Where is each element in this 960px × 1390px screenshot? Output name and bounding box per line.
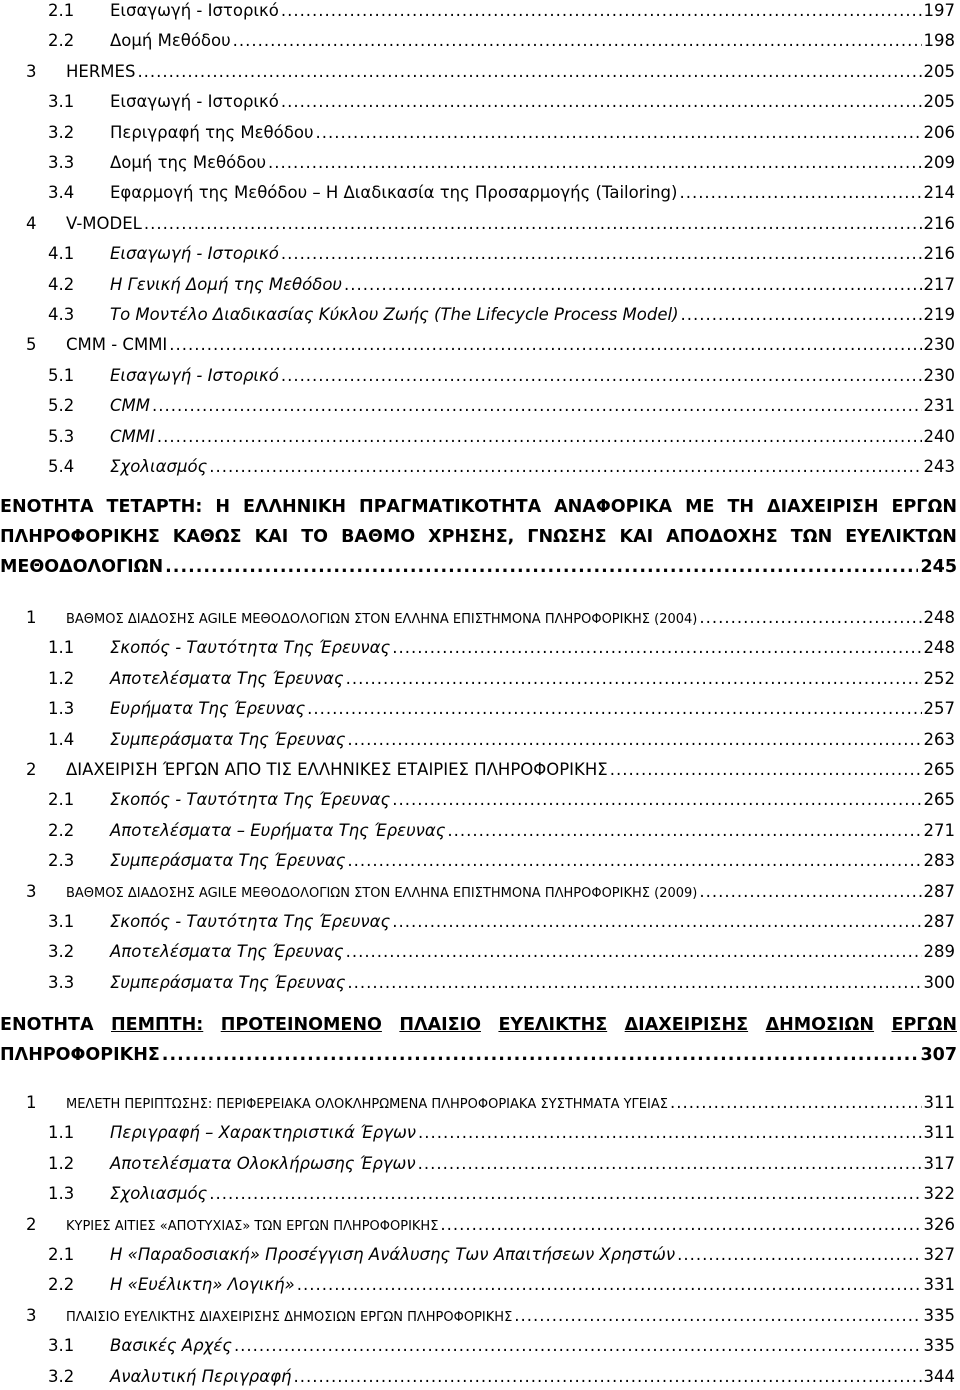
toc-entry-page: 248 <box>923 638 955 658</box>
toc-entry-page: 265 <box>923 760 955 779</box>
toc-entry-title: Περιγραφή – Χαρακτηριστικά Έργων <box>110 1123 417 1143</box>
toc-entry-number: 3.1 <box>48 912 75 931</box>
toc-entry-page: 271 <box>923 820 955 840</box>
toc-entry-number: 1.2 <box>48 668 75 688</box>
toc-entry-number: 5.1 <box>48 365 75 385</box>
toc-entry-page: 317 <box>923 1153 955 1173</box>
toc-entry[interactable] <box>0 211 955 237</box>
toc-entry-title: CMM <box>110 396 150 416</box>
heading-word: ΒΑΘΜΟ <box>341 527 416 547</box>
toc-entry-page: 231 <box>923 396 955 416</box>
toc-entry[interactable] <box>0 393 955 419</box>
toc-entry-page: 230 <box>923 335 955 355</box>
toc-entry-page: 230 <box>923 365 955 385</box>
dot-leader <box>699 879 921 905</box>
toc-entry-page: 248 <box>923 608 955 627</box>
toc-entry-title: Συμπεράσματα Της Έρευνας <box>110 729 346 749</box>
toc-entry[interactable] <box>0 454 955 480</box>
toc-entry-page: 265 <box>923 790 955 810</box>
toc-entry-title: Ευρήματα Της Έρευνας <box>110 699 306 719</box>
heading-word: ΔΗΜΟΣΙΩΝ <box>765 1015 875 1035</box>
toc-entry-title: CMM - CMMI <box>66 335 168 355</box>
toc-entry-number: 3.2 <box>48 1366 75 1386</box>
toc-entry-page: 335 <box>923 1305 955 1325</box>
dot-leader <box>162 1040 919 1070</box>
toc-entry-number: 3 <box>26 61 37 81</box>
toc-entry-title: Η Γενική Δομή της Μεθόδου <box>110 274 342 294</box>
dot-leader <box>346 939 922 965</box>
toc-entry[interactable] <box>0 818 955 844</box>
toc-entry-page: 257 <box>923 699 955 719</box>
heading-word: ΤΗ <box>727 497 755 517</box>
heading-word: ΔΙΑΧΕΙΡΙΣΗ <box>767 497 879 517</box>
heading-word: ΑΠΟΔΟΧΗΣ <box>666 527 778 547</box>
heading-word: ΠΛΗΡΟΦΟΡΙΚΗΣ <box>0 527 160 547</box>
toc-entry-number: 5.3 <box>48 426 75 446</box>
toc-entry-title: Η «Ευέλικτη» Λογική» <box>110 1275 295 1295</box>
toc-entry-number: 3.3 <box>48 972 75 992</box>
dot-leader <box>233 28 922 54</box>
dot-leader <box>157 424 922 450</box>
toc-entry[interactable] <box>0 787 955 813</box>
toc-entry-number: 3 <box>26 881 37 901</box>
toc-entry-page: 216 <box>923 244 955 264</box>
toc-entry[interactable] <box>0 666 955 692</box>
dot-leader <box>209 454 921 480</box>
toc-entry-number: 3.2 <box>48 122 75 142</box>
heading-word: ΤΩΝ <box>790 527 833 547</box>
toc-entry-number: 1.2 <box>48 1153 75 1173</box>
heading-word: ΕΛΛΗΝΙΚΗ <box>242 497 347 517</box>
dot-leader <box>293 1364 921 1390</box>
section-heading-line <box>0 522 957 552</box>
section-heading-last-line <box>0 1040 957 1070</box>
toc-entry[interactable] <box>0 180 955 206</box>
toc-entry-title: ΚΥΡΙΕΣ ΑΙΤΙΕΣ «ΑΠΟΤΥΧΙΑΣ» ΤΩΝ ΕΡΓΩΝ ΠΛΗΡΟΦΟΡΙΚΗΣ <box>66 1218 439 1234</box>
toc-entry-number: 2 <box>26 1214 37 1234</box>
dot-leader <box>670 1090 922 1116</box>
toc-entry-number: 3.1 <box>48 1336 75 1356</box>
heading-word: ΕΥΕΛΙΚΤΩΝ <box>845 527 957 547</box>
toc-entry-title: Εισαγωγή - Ιστορικό <box>110 1 279 20</box>
dot-leader <box>699 605 921 631</box>
heading-word: ΜΕΘΟΔΟΛΟΓΙΩΝ <box>0 557 164 577</box>
dot-leader <box>681 302 922 328</box>
toc-entry-title: Δομή της Μεθόδου <box>110 153 266 172</box>
toc-entry[interactable] <box>0 848 955 874</box>
toc-entry-page: 331 <box>923 1275 955 1295</box>
toc-entry-title: Συμπεράσματα Της Έρευνας <box>110 972 346 992</box>
toc-entry[interactable] <box>0 272 955 298</box>
toc-entry-title: Αποτελέσματα – Ευρήματα Της Έρευνας <box>110 820 446 840</box>
toc-entry-page: 311 <box>923 1093 955 1112</box>
toc-entry-title: Συμπεράσματα Της Έρευνας <box>110 851 346 871</box>
toc-entry[interactable] <box>0 150 955 176</box>
toc-entry-number: 3 <box>26 1305 37 1325</box>
toc-entry-number: 2.1 <box>48 1 75 20</box>
toc-entry-page: 206 <box>923 122 955 142</box>
toc-entry-title: Περιγραφή της Μεθόδου <box>110 122 314 142</box>
toc-entry-title: CMMI <box>110 426 155 446</box>
toc-entry[interactable] <box>0 970 955 996</box>
heading-word: ΤΟ <box>301 527 329 547</box>
toc-entry[interactable] <box>0 1212 955 1238</box>
toc-entry-number: 2.3 <box>48 851 75 871</box>
dot-leader <box>346 666 922 692</box>
section-heading-line <box>0 492 957 522</box>
toc-entry-page: 335 <box>923 1336 955 1356</box>
toc-entry-number: 1.4 <box>48 729 75 749</box>
toc-entry-title: Η «Παραδοσιακή» Προσέγγιση Ανάλυσης Των Απαιτήσεων Χρηστών <box>110 1245 676 1264</box>
toc-entry-page: 344 <box>923 1366 955 1386</box>
toc-entry-title: ΔΙΑΧΕΙΡΙΣΗ ΈΡΓΩΝ ΑΠΟ ΤΙΣ ΕΛΛΗΝΙΚΕΣ ΕΤΑΙΡΙΕΣ ΠΛΗΡΟΦΟΡΙΚΗΣ <box>66 760 608 779</box>
section-heading-last-line <box>0 552 957 582</box>
dot-leader <box>209 1181 921 1207</box>
toc-entry[interactable] <box>0 363 955 389</box>
toc-entry[interactable] <box>0 1120 955 1146</box>
dot-leader <box>392 635 921 661</box>
dot-leader <box>677 1242 921 1268</box>
toc-entry-title: Σχολιασμός <box>110 1184 208 1204</box>
toc-entry[interactable] <box>0 605 955 631</box>
dot-leader <box>347 970 921 996</box>
toc-entry[interactable] <box>0 939 955 965</box>
toc-entry-page: 326 <box>923 1214 955 1234</box>
heading-word: ΕΝΟΤΗΤΑ <box>0 497 94 517</box>
dot-leader <box>347 727 921 753</box>
dot-leader <box>440 1212 921 1238</box>
dot-leader <box>281 0 922 24</box>
dot-leader <box>281 363 922 389</box>
toc-entry-number: 1.3 <box>48 1184 75 1204</box>
toc-entry-number: 2.2 <box>48 820 75 840</box>
toc-entry-title: ΠΛΑΙΣΙΟ ΕΥΕΛΙΚΤΗΣ ΔΙΑΧΕΙΡΙΣΗΣ ΔΗΜΟΣΙΩΝ ΕΡΓΩΝ ΠΛΗΡΟΦΟΡΙΚΗΣ <box>66 1309 513 1325</box>
toc-entry-page: 289 <box>923 942 955 962</box>
toc-entry-title: Εφαρμογή της Μεθόδου – Η Διαδικασία της Προσαρμογής (Tailoring) <box>110 183 678 203</box>
toc-entry-number: 2.1 <box>48 790 75 810</box>
toc-entry-page: 263 <box>923 729 955 749</box>
toc-entry[interactable] <box>0 1364 955 1390</box>
heading-word: ΕΝΟΤΗΤΑ <box>0 1015 94 1035</box>
dot-leader <box>679 180 921 206</box>
toc-entry[interactable] <box>0 302 955 328</box>
toc-entry[interactable] <box>0 332 955 358</box>
dot-leader <box>610 757 922 783</box>
heading-word: ΕΥΕΛΙΚΤΗΣ <box>498 1015 608 1035</box>
toc-entry-page: 243 <box>923 457 955 476</box>
heading-word: ΠΛΗΡΟΦΟΡΙΚΗΣ <box>0 1045 160 1065</box>
dot-leader <box>165 552 918 582</box>
toc-entry-title: Δομή Μεθόδου <box>110 31 231 51</box>
toc-entry-page: 252 <box>923 668 955 688</box>
toc-entry-title: Το Μοντέλο Διαδικασίας Κύκλου Ζωής (The Lifecycle Process Model) <box>110 305 679 324</box>
toc-entry-number: 4 <box>26 213 37 233</box>
toc-entry-number: 4.1 <box>48 244 75 264</box>
toc-entry-page: 311 <box>923 1123 955 1143</box>
toc-entry-number: 5 <box>26 335 37 355</box>
toc-entry[interactable] <box>0 424 955 450</box>
toc-entry-page: 217 <box>923 274 955 294</box>
toc-entry-title: ΜΕΛΕΤΗ ΠΕΡΙΠΤΩΣΗΣ: ΠΕΡΙΦΕΡΕΙΑΚΑ ΟΛΟΚΛΗΡΩΜΕΝΑ ΠΛΗΡΟΦΟΡΙΑΚΑ ΣΥΣΤΗΜΑΤΑ ΥΓΕΙΑΣ <box>66 1097 668 1112</box>
toc-entry-page: 209 <box>923 153 955 172</box>
toc-entry[interactable] <box>0 696 955 722</box>
toc-entry[interactable] <box>0 0 955 24</box>
toc-entry-title: Αποτελέσματα Της Έρευνας <box>110 668 344 688</box>
dot-leader <box>392 787 921 813</box>
toc-entry-title: Εισαγωγή - Ιστορικό <box>110 365 279 385</box>
dot-leader <box>418 1151 922 1177</box>
toc-entry-page: 287 <box>923 881 955 901</box>
section-heading-page: 307 <box>920 1045 957 1065</box>
toc-entry[interactable] <box>0 635 955 661</box>
toc-entry-title: Σχολιασμός <box>110 457 208 476</box>
toc-entry-title: ΒΑΘΜΟΣ ΔΙΑΔΟΣΗΣ AGILE ΜΕΘΟΔΟΛΟΓΙΩΝ ΣΤΟΝ ΕΛΛΗΝΑ ΕΠΙΣΤΗΜΟΝΑ ΠΛΗΡΟΦΟΡΙΚΗΣ (2009) <box>66 885 698 901</box>
dot-leader <box>234 1333 922 1359</box>
toc-entry-number: 4.3 <box>48 305 75 324</box>
toc-entry-page: 283 <box>923 851 955 871</box>
heading-word: ΠΡΟΤΕΙΝΟΜΕΝΟ <box>220 1015 382 1035</box>
heading-word: ΔΙΑΧΕΙΡΙΣΗΣ <box>624 1015 749 1035</box>
dot-leader <box>152 393 922 419</box>
toc-entry-number: 5.2 <box>48 396 75 416</box>
toc-entry[interactable] <box>0 28 955 54</box>
toc-entry-page: 300 <box>923 972 955 992</box>
heading-word: ΚΑΙ <box>254 527 289 547</box>
dot-leader <box>307 696 921 722</box>
toc-entry[interactable] <box>0 241 955 267</box>
toc-entry-title: Σκοπός - Ταυτότητα Της Έρευνας <box>110 790 391 810</box>
toc-entry[interactable] <box>0 89 955 115</box>
dot-leader <box>144 211 922 237</box>
toc-entry-number: 3.1 <box>48 92 75 112</box>
heading-word: ΓΝΩΣΗΣ <box>527 527 607 547</box>
toc-entry-number: 2.2 <box>48 1275 75 1295</box>
toc-entry-number: 1.1 <box>48 638 75 658</box>
toc-entry-page: 205 <box>923 92 955 112</box>
toc-entry-number: 3.3 <box>48 153 75 172</box>
toc-entry-page: 219 <box>923 305 955 324</box>
toc-entry[interactable] <box>0 1303 955 1329</box>
toc-entry[interactable] <box>0 909 955 935</box>
dot-leader <box>347 848 921 874</box>
dot-leader <box>281 241 922 267</box>
dot-leader <box>514 1303 921 1329</box>
heading-word: ΑΝΑΦΟΡΙΚΑ <box>554 497 673 517</box>
toc-entry-page: 287 <box>923 912 955 931</box>
toc-entry-number: 4.2 <box>48 274 75 294</box>
dot-leader <box>297 1272 922 1298</box>
toc-entry-title: ΒΑΘΜΟΣ ΔΙΑΔΟΣΗΣ AGILE ΜΕΘΟΔΟΛΟΓΙΩΝ ΣΤΟΝ ΕΛΛΗΝΑ ΕΠΙΣΤΗΜΟΝΑ ΠΛΗΡΟΦΟΡΙΚΗΣ (2004) <box>66 612 698 627</box>
toc-entry[interactable] <box>0 757 955 783</box>
toc-entry[interactable] <box>0 1090 955 1116</box>
heading-word: ΠΕΜΠΤΗ: <box>111 1015 204 1035</box>
heading-word: ΕΡΓΩΝ <box>891 1015 957 1035</box>
toc-entry[interactable] <box>0 1333 955 1359</box>
toc-entry-page: 240 <box>923 426 955 446</box>
dot-leader <box>169 332 921 358</box>
section-heading-line <box>0 1010 957 1040</box>
dot-leader <box>316 120 922 146</box>
heading-word: ΤΕΤΑΡΤΗ: <box>106 497 203 517</box>
heading-word: ΜΕ <box>685 497 715 517</box>
dot-leader <box>344 272 922 298</box>
toc-entry-title: V-MODEL <box>66 213 142 233</box>
toc-entry-title: Εισαγωγή - Ιστορικό <box>110 244 279 264</box>
toc-entry-number: 1 <box>26 608 37 627</box>
toc-entry-number: 2.2 <box>48 31 75 51</box>
heading-word: ΚΑΘΩΣ <box>172 527 242 547</box>
dot-leader <box>281 89 922 115</box>
toc-entry-page: 322 <box>923 1184 955 1204</box>
toc-entry-number: 2 <box>26 760 37 779</box>
toc-entry-page: 198 <box>923 31 955 51</box>
heading-word: Η <box>215 497 230 517</box>
dot-leader <box>392 909 921 935</box>
toc-entry-number: 1 <box>26 1093 37 1112</box>
toc-entry[interactable] <box>0 879 955 905</box>
dot-leader <box>268 150 922 176</box>
dot-leader <box>447 818 921 844</box>
toc-entry[interactable] <box>0 1242 955 1268</box>
heading-word: ΚΑΙ <box>619 527 654 547</box>
toc-entry[interactable] <box>0 120 955 146</box>
toc-entry-page: 214 <box>923 183 955 203</box>
toc-entry-number: 3.2 <box>48 942 75 962</box>
toc-entry-number: 3.4 <box>48 183 75 203</box>
toc-entry[interactable] <box>0 59 955 85</box>
section-heading[interactable] <box>0 492 957 582</box>
toc-entry-title: Αποτελέσματα Ολοκλήρωσης Έργων <box>110 1153 416 1173</box>
heading-word: ΕΡΓΩΝ <box>891 497 957 517</box>
toc-entry-page: 197 <box>923 1 955 20</box>
toc-entry-page: 216 <box>923 213 955 233</box>
heading-word: ΠΛΑΙΣΙΟ <box>399 1015 481 1035</box>
toc-entry-title: HERMES <box>66 61 136 81</box>
toc-entry-title: Βασικές Αρχές <box>110 1336 232 1356</box>
toc-entry-title: Σκοπός - Ταυτότητα Της Έρευνας <box>110 912 391 931</box>
toc-entry[interactable] <box>0 1272 955 1298</box>
toc-entry-title: Αναλυτική Περιγραφή <box>110 1366 292 1386</box>
toc-entry-page: 205 <box>923 61 955 81</box>
toc-entry[interactable] <box>0 1151 955 1177</box>
toc-entry-title: Αποτελέσματα Της Έρευνας <box>110 942 344 962</box>
toc-entry[interactable] <box>0 727 955 753</box>
section-heading[interactable] <box>0 1010 957 1070</box>
toc-entry-number: 2.1 <box>48 1245 75 1264</box>
section-heading-page: 245 <box>920 557 957 577</box>
dot-leader <box>137 59 921 85</box>
dot-leader <box>418 1120 921 1146</box>
heading-word: ΠΡΑΓΜΑΤΙΚΟΤΗΤΑ <box>359 497 542 517</box>
heading-word: ΧΡΗΣΗΣ, <box>428 527 515 547</box>
toc-entry-number: 5.4 <box>48 457 75 476</box>
toc-entry-number: 1.3 <box>48 699 75 719</box>
toc-entry-number: 1.1 <box>48 1123 75 1143</box>
toc-entry-title: Εισαγωγή - Ιστορικό <box>110 92 279 112</box>
toc-entry-page: 327 <box>923 1245 955 1264</box>
toc-entry-title: Σκοπός - Ταυτότητα Της Έρευνας <box>110 638 391 658</box>
toc-entry[interactable] <box>0 1181 955 1207</box>
